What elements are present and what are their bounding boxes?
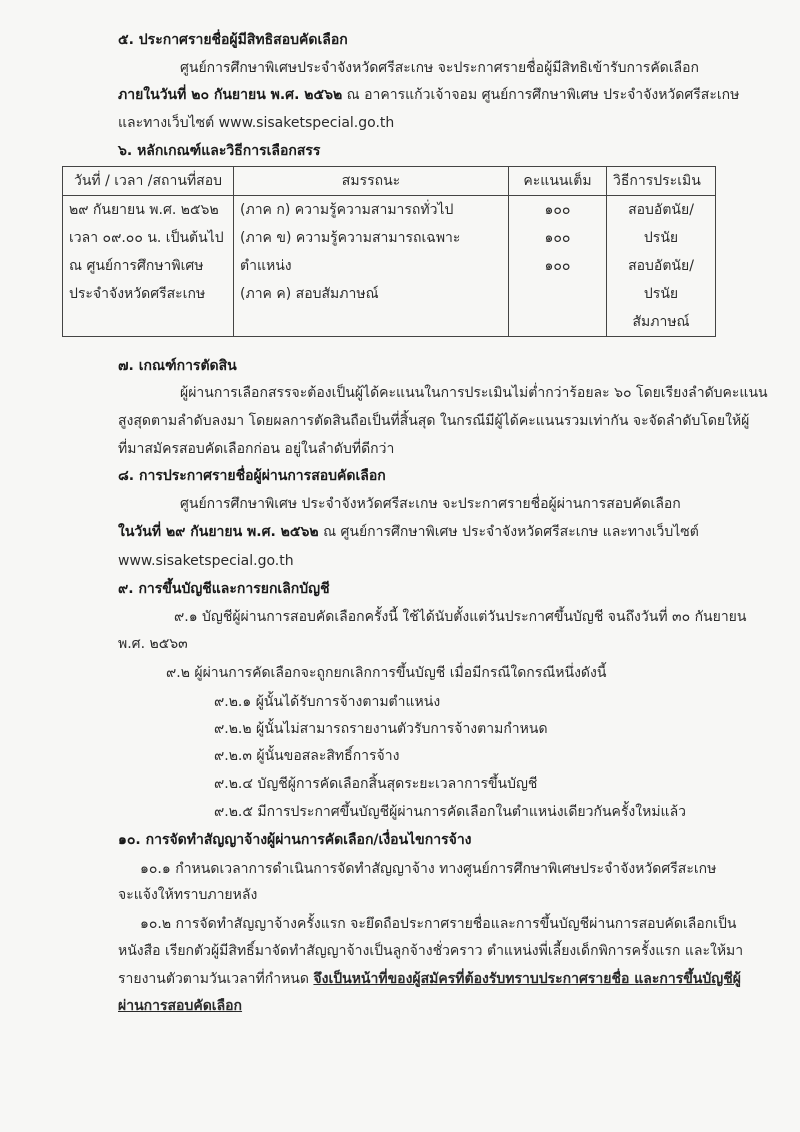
section-7-heading: ๗. เกณฑ์การตัดสิน bbox=[118, 358, 237, 374]
competency: (ภาค ข) ความรู้ความสามารถเฉพาะตำแหน่ง bbox=[240, 230, 461, 274]
list-item: ๙.๒.๔ บัญชีผู้การคัดเลือกสิ้นสุดระยะเวลาการขึ้นบัญชี bbox=[214, 776, 538, 792]
date-line: ประจำจังหวัดศรีสะเกษ bbox=[69, 286, 206, 302]
section-7-text: ผู้ผ่านการเลือกสรรจะต้องเป็นผู้ได้คะแนนในการประเมินไม่ต่ำกว่าร้อยละ ๖๐ โดยเรียงลำดับคะแนน bbox=[180, 385, 768, 401]
section-6-heading: ๖. หลักเกณฑ์และวิธีการเลือกสรร bbox=[118, 143, 321, 159]
date-line: เวลา ๐๙.๐๐ น. เป็นต้นไป bbox=[69, 230, 224, 246]
competency: (ภาค ก) ความรู้ความสามารถทั่วไป bbox=[240, 202, 454, 218]
result-date: ในวันที่ ๒๙ กันยายน พ.ศ. ๒๕๖๒ bbox=[118, 524, 319, 540]
method-cell bbox=[607, 196, 716, 337]
date-line: ๒๙ กันยายน พ.ศ. ๒๕๖๒ bbox=[69, 202, 219, 218]
section-9-2-text: ๙.๒ ผู้ผ่านการคัดเลือกจะถูกยกเลิกการขึ้นบัญชี เมื่อมีกรณีใดกรณีหนึ่งดังนี้ bbox=[166, 665, 607, 681]
date-cell bbox=[63, 196, 234, 337]
section-5-text: ศูนย์การศึกษาพิเศษประจำจังหวัดศรีสะเกษ จะประกาศรายชื่อผู้มีสิทธิเข้ารับการคัดเลือก bbox=[180, 60, 700, 76]
duty-notice: ผ่านการสอบคัดเลือก bbox=[118, 998, 243, 1014]
competency-cell bbox=[234, 196, 509, 337]
section-7-text: ที่มาสมัครสอบคัดเลือกก่อน อยู่ในลำดับที่ดีกว่า bbox=[118, 441, 395, 457]
header-score: คะแนนเต็ม bbox=[509, 167, 607, 196]
section-10-2-text: หนังสือ เรียกตัวผู้มีสิทธิ์มาจัดทำสัญญาจ้างเป็นลูกจ้างชั่วคราว ตำแหน่งพี่เลี้ยงเด็กพิการครั้งแรก และให้มา bbox=[118, 943, 744, 959]
report-text: รายงานตัวตามวันเวลาที่กำหนด bbox=[118, 971, 314, 987]
selection-criteria-table bbox=[62, 166, 716, 337]
duty-notice: จึงเป็นหน้าที่ของผู้สมัครที่ต้องรับทราบประกาศรายชื่อ และการขึ้นบัญชีผู้ bbox=[313, 971, 741, 987]
header-date: วันที่ / เวลา /สถานที่สอบ bbox=[63, 167, 234, 196]
section-10-2-text bbox=[118, 969, 741, 989]
list-item: ๙.๒.๑ ผู้นั้นได้รับการจ้างตามตำแหน่ง bbox=[214, 694, 441, 710]
section-9-1-text: ๙.๑ บัญชีผู้ผ่านการสอบคัดเลือกครั้งนี้ ใช้ได้นับตั้งแต่วันประกาศขึ้นบัญชี จนถึงวันที่ ๓๐ กันยายน bbox=[174, 609, 747, 625]
method: สัมภาษณ์ bbox=[632, 314, 690, 330]
section-8-website: www.sisaketspecial.go.th bbox=[118, 553, 294, 569]
section-10-1-text: จะแจ้งให้ทราบภายหลัง bbox=[118, 887, 258, 903]
method: สอบอัตนัย/ปรนัย bbox=[628, 258, 694, 302]
section-8-text: ศูนย์การศึกษาพิเศษ ประจำจังหวัดศรีสะเกษ จะประกาศรายชื่อผู้ผ่านการสอบคัดเลือก bbox=[180, 496, 681, 512]
list-item: ๙.๒.๓ ผู้นั้นขอสละสิทธิ์การจ้าง bbox=[214, 748, 400, 764]
table-row bbox=[63, 196, 716, 337]
score: ๑๐๐ bbox=[544, 258, 571, 274]
section-7-text: สูงสุดตามลำดับลงมา โดยผลการตัดสินถือเป็นที่สิ้นสุด ในกรณีมีผู้ได้คะแนนรวมเท่ากัน จะจัดลำดับโดยให้ผู้ bbox=[118, 413, 750, 429]
section-10-2-text: ๑๐.๒ การจัดทำสัญญาจ้างครั้งแรก จะยึดถือประกาศรายชื่อและการขึ้นบัญชีผ่านการสอบคัดเลือกเป็น bbox=[140, 916, 737, 932]
section-9-heading: ๙. การขึ้นบัญชีและการยกเลิกบัญชี bbox=[118, 581, 330, 597]
competency: (ภาค ค) สอบสัมภาษณ์ bbox=[240, 286, 379, 302]
list-item: ๙.๒.๕ มีการประกาศขึ้นบัญชีผู้ผ่านการคัดเลือกในตำแหน่งเดียวกันครั้งใหม่แล้ว bbox=[214, 804, 687, 820]
section-8-heading: ๘. การประกาศรายชื่อผู้ผ่านการสอบคัดเลือก bbox=[118, 468, 386, 484]
list-item: ๙.๒.๒ ผู้นั้นไม่สามารถรายงานตัวรับการจ้างตามกำหนด bbox=[214, 721, 548, 737]
section-10-1-text: ๑๐.๑ กำหนดเวลาการดำเนินการจัดทำสัญญาจ้าง ทางศูนย์การศึกษาพิเศษประจำจังหวัดศรีสะเกษ bbox=[140, 861, 717, 877]
score: ๑๐๐ bbox=[544, 230, 571, 246]
table-header-row bbox=[63, 167, 716, 196]
result-place: ณ ศูนย์การศึกษาพิเศษ ประจำจังหวัดศรีสะเกษ และทางเว็บไซต์ bbox=[318, 524, 699, 540]
header-method: วิธีการประเมิน bbox=[607, 167, 716, 196]
section-5-website: และทางเว็บไซต์ www.sisaketspecial.go.th bbox=[118, 115, 395, 131]
score-cell bbox=[509, 196, 607, 337]
section-10-heading: ๑๐. การจัดทำสัญญาจ้างผู้ผ่านการคัดเลือก/เงื่อนไขการจ้าง bbox=[118, 832, 472, 848]
section-5-heading: ๕. ประกาศรายชื่อผู้มีสิทธิสอบคัดเลือก bbox=[118, 32, 348, 48]
section-8-text bbox=[118, 522, 699, 542]
method: สอบอัตนัย/ปรนัย bbox=[628, 202, 694, 246]
header-competency: สมรรถนะ bbox=[234, 167, 509, 196]
section-5-text bbox=[118, 85, 739, 105]
section-9-1-text: พ.ศ. ๒๕๖๓ bbox=[118, 636, 188, 652]
date-line: ณ ศูนย์การศึกษาพิเศษ bbox=[69, 258, 204, 274]
announce-date: ภายในวันที่ ๒๐ กันยายน พ.ศ. ๒๕๖๒ bbox=[118, 87, 343, 103]
score: ๑๐๐ bbox=[544, 202, 571, 218]
announce-place: ณ อาคารแก้วเจ้าจอม ศูนย์การศึกษาพิเศษ ประจำจังหวัดศรีสะเกษ bbox=[342, 87, 740, 103]
